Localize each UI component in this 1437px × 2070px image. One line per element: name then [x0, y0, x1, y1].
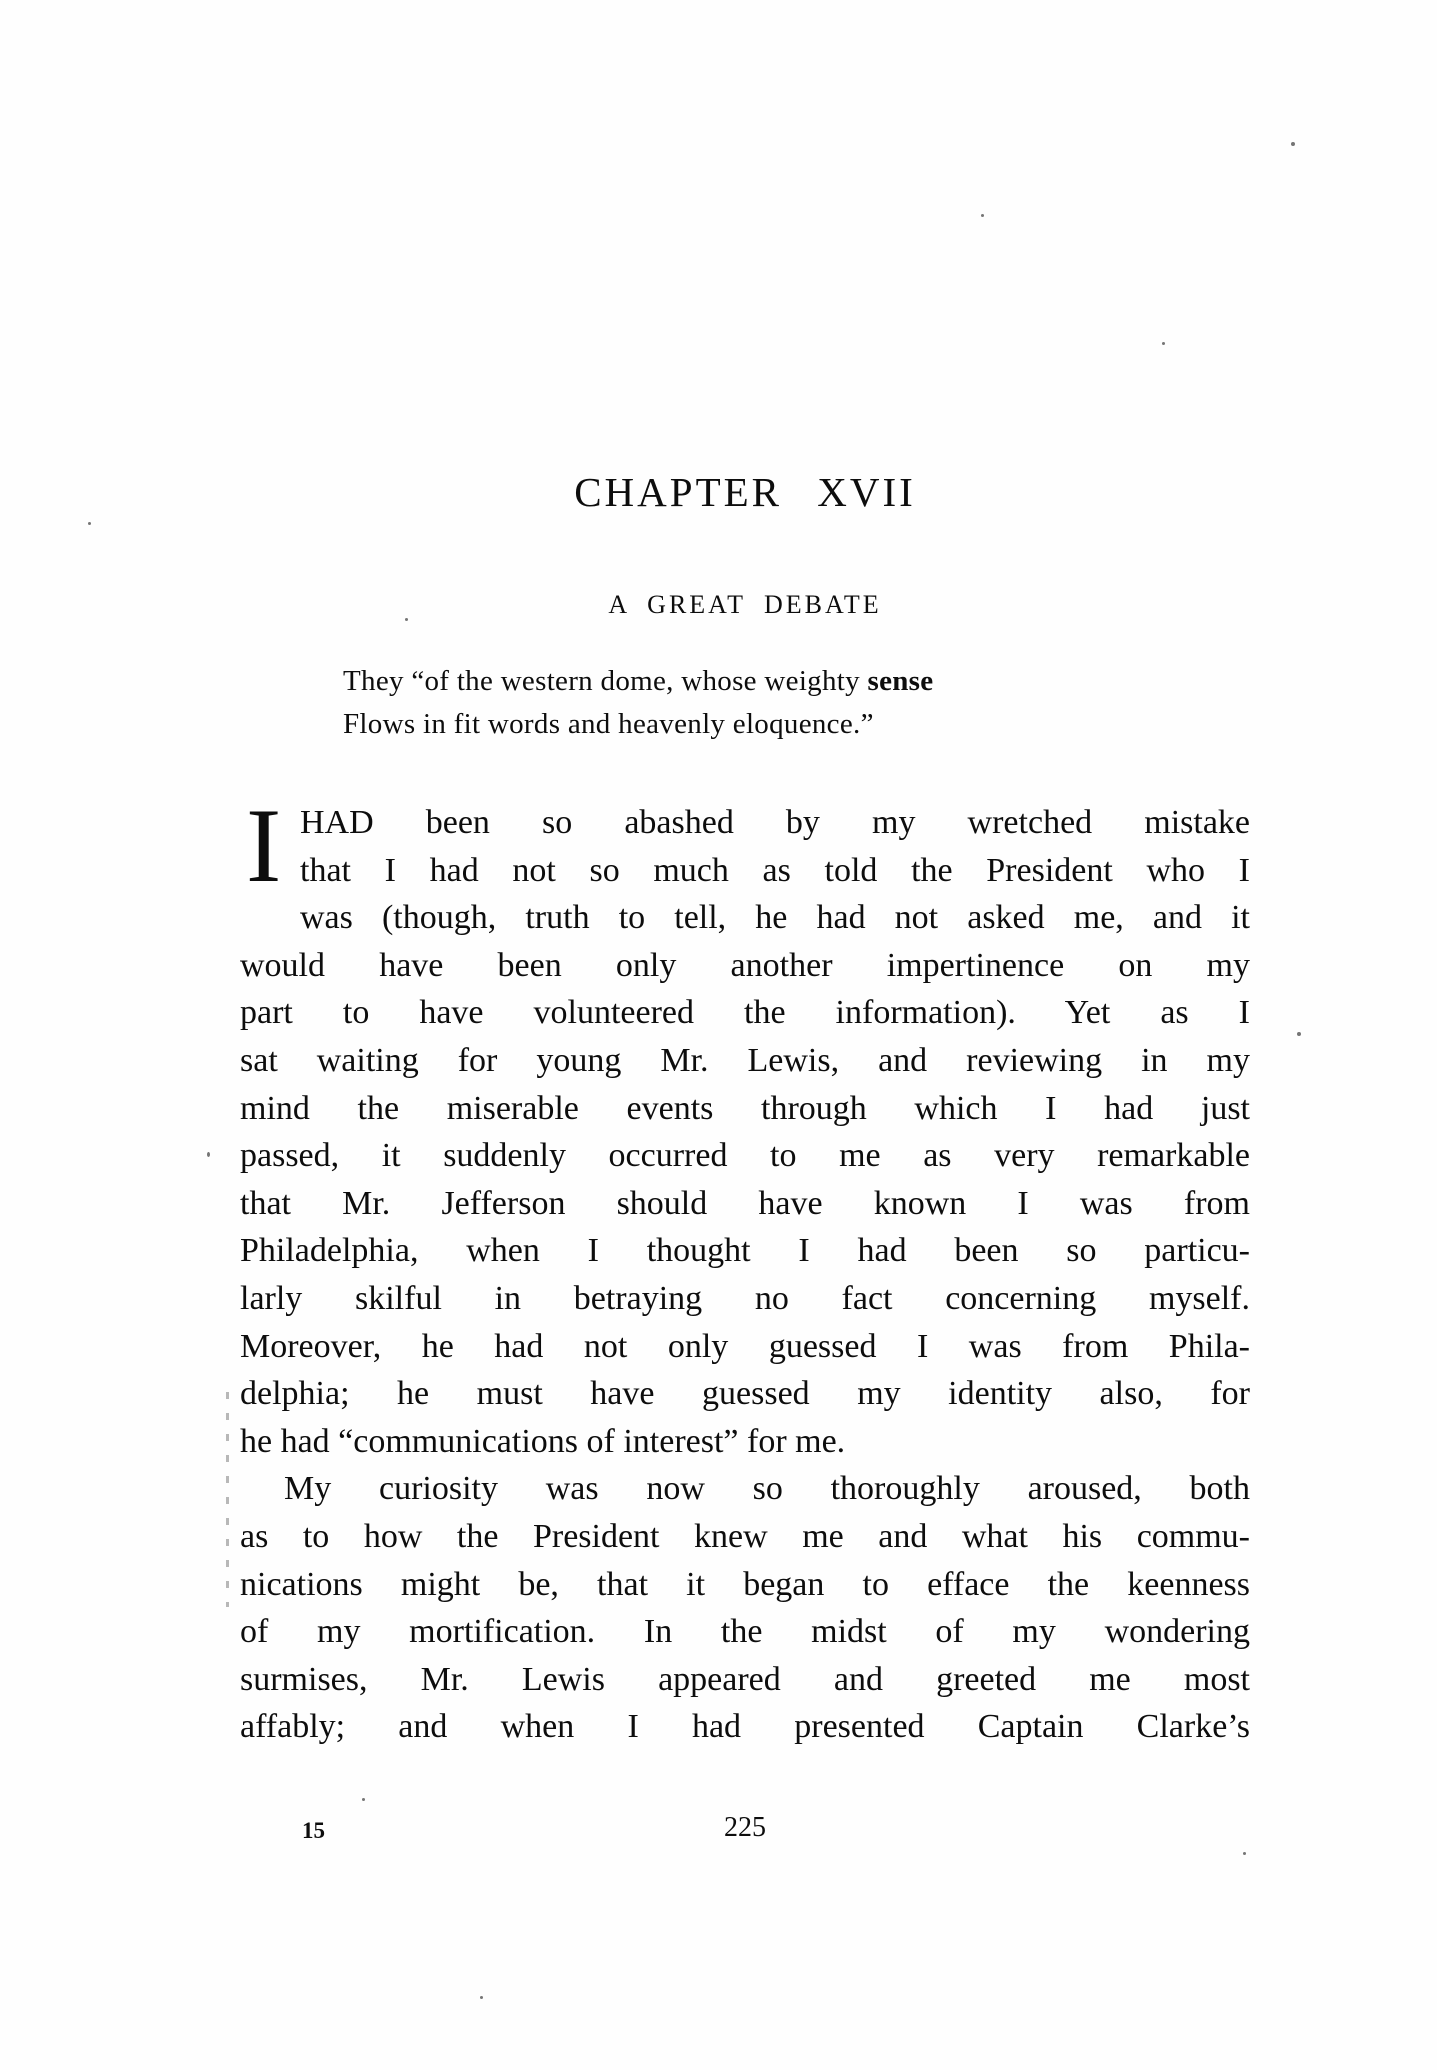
body-line: part to have volunteered the information). Yet as I [240, 994, 1250, 1032]
scan-speck [207, 1152, 210, 1157]
body-line: sat waiting for young Mr. Lewis, and reviewing in my [240, 1041, 1250, 1079]
body-line: was (though, truth to tell, he had not asked me, and it [300, 899, 1250, 937]
body-line: mind the miserable events through which I had just [240, 1089, 1250, 1127]
scan-speck [405, 618, 408, 621]
body-line: surmises, Mr. Lewis appeared and greeted me most [240, 1660, 1250, 1698]
epigraph-line-1 [343, 660, 933, 703]
epigraph-line-1-text: They “of the western dome, whose weighty [343, 665, 868, 697]
scan-speck [1243, 1852, 1246, 1855]
body-text [240, 787, 1250, 1751]
body-line: he had “communications of interest” for me. [240, 1422, 846, 1460]
body-line: HAD been so abashed by my wretched mistake [300, 804, 1250, 841]
chapter-title: CHAPTER XVII [574, 469, 916, 515]
body-line: My curiosity was now so thoroughly aroused, both [284, 1470, 1250, 1508]
body-line: affably; and when I had presented Captain Clarke’s [240, 1708, 1250, 1746]
scan-speck [1291, 142, 1295, 146]
body-line: delphia; he must have guessed my identity also, for [240, 1375, 1250, 1413]
signature-mark: 15 [302, 1818, 325, 1843]
body-line: Philadelphia, when I thought I had been so particu- [240, 1232, 1250, 1270]
body-line: passed, it suddenly occurred to me as very remarkable [240, 1137, 1250, 1175]
body-line: nications might be, that it began to efface the keenness [240, 1565, 1250, 1603]
scan-speck [480, 1996, 483, 1999]
body-line: that Mr. Jefferson should have known I was from [240, 1184, 1250, 1222]
section-title: A GREAT DEBATE [608, 590, 882, 619]
body-line: larly skilful in betraying no fact concerning myself. [240, 1279, 1250, 1317]
scan-speck [1162, 342, 1165, 345]
scan-speck [1297, 1032, 1301, 1036]
page-number: 225 [724, 1812, 766, 1843]
epigraph-line-2: Flows in fit words and heavenly eloquence.” [343, 708, 874, 740]
text-column [240, 0, 1250, 2070]
body-line: Moreover, he had not only guessed I was from Phila- [240, 1327, 1250, 1365]
body-line: would have been only another impertinence on my [240, 946, 1250, 984]
epigraph [343, 660, 933, 746]
page-footer [240, 1812, 1250, 1852]
epigraph-line-1-emphasis: sense [867, 665, 934, 697]
scan-speck [362, 1798, 365, 1801]
drop-cap: I [246, 787, 282, 904]
body-line: that I had not so much as told the President who I [300, 851, 1250, 889]
body-line: of my mortification. In the midst of my wondering [240, 1613, 1250, 1651]
scan-speck [981, 214, 984, 217]
scan-margin-artifact [226, 1392, 229, 1607]
body-line: as to how the President knew me and what his commu- [240, 1517, 1250, 1555]
scan-speck [88, 522, 91, 525]
